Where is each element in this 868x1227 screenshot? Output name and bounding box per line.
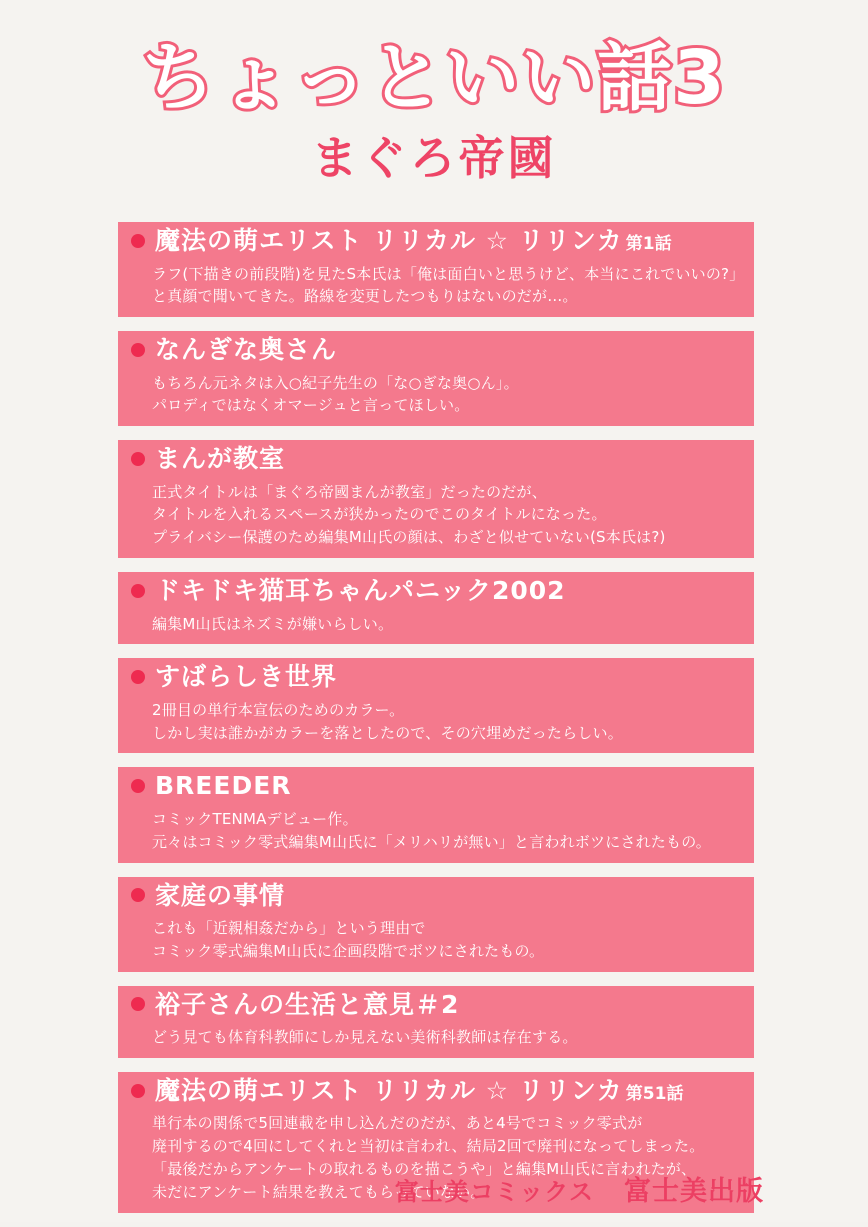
entry-title: なんぎな奥さん: [155, 335, 338, 365]
entry-line: ラフ(下描きの前段階)を見たS本氏は「俺は面白いと思うけど、本当にこれでいいの?」: [152, 264, 745, 283]
entry-line: コミックTENMAデビュー作。: [152, 809, 358, 828]
entry-line: 正式タイトルは「まぐろ帝國まんが教室」だったのだが、: [152, 482, 547, 501]
entry-body: [118, 480, 754, 558]
entry-header: [118, 440, 754, 480]
entry-title: 家庭の事情: [155, 880, 286, 910]
entry-header: [118, 658, 754, 698]
entry-line: 「最後だからアンケートの取れるものを描こうや」と編集M山氏に言われたが、: [152, 1160, 697, 1179]
entry-header: [118, 877, 754, 917]
entry-title: 魔法の萌エリスト リリカル ☆ リリンカ 第51話: [155, 1075, 684, 1105]
entry-line: これも「近親相姦だから」という理由で: [152, 919, 426, 938]
entry-line: と真顔で聞いてきた。路線を変更したつもりはないのだが…。: [152, 287, 578, 306]
entry-header: [118, 986, 754, 1026]
imprint-label: 富士美コミックス: [394, 1178, 594, 1206]
entry-line: 廃刊するので4回にしてくれと当初は言われ、結局2回で廃刊になってしまった。: [152, 1137, 705, 1156]
entry-title: ドキドキ猫耳ちゃんパニック2002: [155, 576, 566, 606]
entry-line: プライバシー保護のため編集M山氏の顔は、わざと似せていない(S本氏は?): [152, 528, 666, 547]
entry-line: コミック零式編集M山氏に企画段階でボツにされたもの。: [152, 941, 545, 960]
entry-line: パロディではなくオマージュと言ってほしい。: [152, 396, 470, 415]
contents-list: [118, 222, 754, 1227]
publisher-label: 富士美出版: [624, 1176, 764, 1207]
entry-header: [118, 767, 754, 807]
entry-line: もちろん元ネタは入○紀子先生の「な○ぎな奥○ん」。: [152, 373, 519, 392]
entry-body: [118, 916, 754, 972]
starburst-bullet-icon: [130, 669, 146, 685]
starburst-bullet-icon: [130, 887, 146, 903]
circle-name: まぐろ帝國: [311, 130, 557, 185]
entry-body: [118, 371, 754, 427]
entry-header: [118, 572, 754, 612]
starburst-bullet-icon: [130, 996, 146, 1012]
entry-header: [118, 222, 754, 262]
list-item: [118, 572, 754, 644]
entry-title: BREEDER: [155, 771, 292, 801]
entry-header: [118, 331, 754, 371]
list-item: [118, 440, 754, 558]
starburst-bullet-icon: [130, 342, 146, 358]
list-item: [118, 767, 754, 862]
entry-body: [118, 807, 754, 863]
entry-line: 2冊目の単行本宣伝のためのカラー。: [152, 700, 405, 719]
starburst-bullet-icon: [130, 583, 146, 599]
list-item: [118, 658, 754, 753]
entry-line: 編集M山氏はネズミが嫌いらしい。: [152, 614, 394, 633]
starburst-bullet-icon: [130, 451, 146, 467]
entry-title: 裕子さんの生活と意見＃2: [155, 989, 460, 1019]
entry-line: しかし実は誰かがカラーを落としたので、その穴埋めだったらしい。: [152, 723, 623, 742]
entry-body: [118, 698, 754, 754]
footer: [0, 1169, 868, 1208]
entry-title: すばらしき世界: [155, 662, 338, 692]
title-block: [0, 35, 868, 188]
entry-body: [118, 1025, 754, 1058]
entry-header: [118, 1072, 754, 1112]
starburst-bullet-icon: [130, 778, 146, 794]
entry-line: 単行本の関係で5回連載を申し込んだのだが、あと4号でコミック零式が: [152, 1114, 643, 1133]
list-item: [118, 331, 754, 426]
entry-body: [118, 612, 754, 645]
list-item: [118, 877, 754, 972]
starburst-bullet-icon: [130, 233, 146, 249]
list-item: [118, 986, 754, 1058]
list-item: [118, 222, 754, 317]
entry-line: 未だにアンケート結果を教えてもらっていない。: [152, 1182, 486, 1201]
entry-line: 元々はコミック零式編集M山氏に「メリハリが無い」と言われボツにされたもの。: [152, 832, 711, 851]
entry-title: まんが教室: [155, 444, 286, 474]
entry-line: タイトルを入れるスペースが狭かったのでこのタイトルになった。: [152, 505, 607, 524]
starburst-bullet-icon: [130, 1083, 146, 1099]
entry-body: [118, 262, 754, 318]
page-title: ちょっといい話3: [141, 35, 727, 121]
entry-title: 魔法の萌エリスト リリカル ☆ リリンカ 第1話: [155, 226, 672, 255]
entry-line: どう見ても体育科教師にしか見えない美術科教師は存在する。: [152, 1028, 578, 1047]
